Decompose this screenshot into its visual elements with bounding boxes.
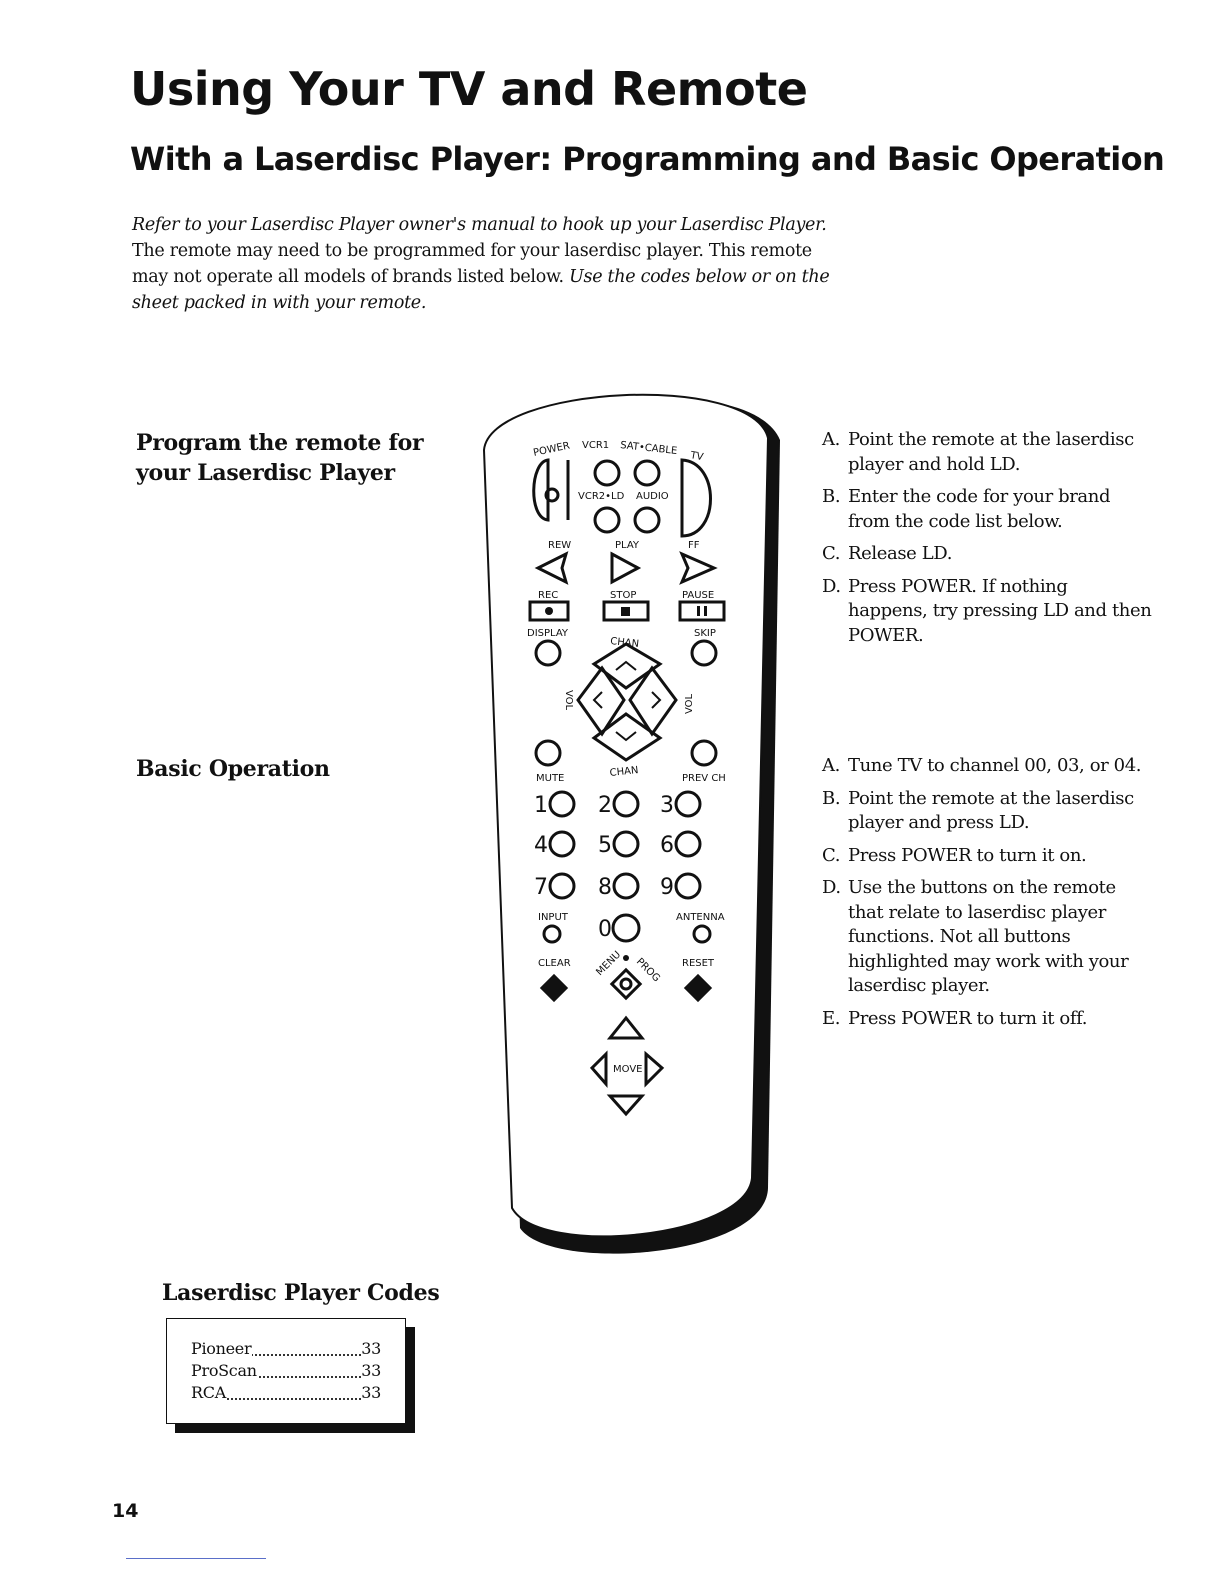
label-prog: PROG	[633, 956, 662, 985]
basic-step	[822, 844, 1152, 869]
program-heading-line2: your Laserdisc Player	[136, 460, 395, 486]
code-row	[191, 1383, 381, 1405]
digit-label: 2	[598, 793, 612, 818]
step-text: Use the buttons on the remote that relate to laserdisc player functions. Not all buttons highlighted may work with your laserdisc player.	[848, 877, 1129, 996]
program-step	[822, 485, 1152, 534]
codes-box	[166, 1318, 406, 1424]
remote-svg	[470, 378, 790, 1278]
program-heading-line1: Program the remote for	[136, 430, 424, 456]
pause-icon-bar	[704, 606, 707, 616]
label-ff: FF	[688, 540, 700, 551]
label-display: DISPLAY	[527, 628, 569, 639]
code-row	[191, 1361, 381, 1383]
digit-label: 0	[598, 917, 612, 942]
label-vcr2ld: VCR2•LD	[578, 491, 625, 502]
label-input: INPUT	[538, 912, 568, 923]
codes-title: Laserdisc Player Codes	[162, 1280, 440, 1306]
program-step	[822, 428, 1152, 477]
label-satcable: SAT•CABLE	[619, 440, 678, 457]
label-reset: RESET	[682, 958, 715, 969]
label-pause: PAUSE	[682, 590, 715, 601]
digit-label: 5	[598, 833, 612, 858]
step-text: Point the remote at the laserdisc player and press LD.	[848, 787, 1134, 833]
label-rec: REC	[538, 590, 559, 601]
digit-label: 4	[534, 833, 548, 858]
step-letter: E.	[822, 1007, 841, 1029]
step-text: Enter the code for your brand from the code list below.	[848, 486, 1111, 532]
pause-icon-bar	[697, 606, 700, 616]
basic-step	[822, 787, 1152, 836]
page-number: 14	[112, 1500, 139, 1522]
step-letter: B.	[822, 486, 841, 507]
menu-dot	[623, 955, 629, 961]
basic-step	[822, 754, 1152, 779]
label-tv: TV	[689, 450, 705, 464]
label-move: MOVE	[613, 1064, 643, 1075]
code-row	[191, 1339, 381, 1361]
label-vcr1: VCR1	[582, 440, 610, 451]
digit-label: 3	[660, 793, 674, 818]
intro-plain: The remote may need to be programmed for your laserdisc player. This remote may not operate all models of brands listed below.	[132, 241, 812, 287]
basic-heading: Basic Operation	[136, 756, 330, 782]
code-value: 33	[361, 1339, 381, 1358]
step-text: Tune TV to channel 00, 03, or 04.	[848, 755, 1142, 776]
step-letter: A.	[822, 429, 840, 450]
code-value: 33	[361, 1361, 381, 1380]
intro-italic-2: Use the codes below or on the sheet packed in with your remote.	[132, 267, 830, 313]
basic-step	[822, 1007, 1152, 1032]
code-brand: Pioneer	[191, 1339, 252, 1358]
step-text: Press POWER. If nothing happens, try pressing LD and then POWER.	[848, 575, 1152, 646]
label-chan-top: CHAN	[609, 636, 640, 650]
step-letter: C.	[822, 543, 841, 564]
code-value: 33	[361, 1383, 381, 1402]
label-rew: REW	[548, 540, 572, 551]
basic-step	[822, 876, 1152, 999]
label-audio: AUDIO	[636, 491, 669, 502]
intro-italic-1: Refer to your Laserdisc Player owner's manual to hook up your Laserdisc Player.	[132, 215, 827, 235]
step-text: Point the remote at the laserdisc player and hold LD.	[848, 429, 1134, 475]
digit-label: 1	[534, 793, 548, 818]
label-antenna: ANTENNA	[676, 912, 725, 923]
stop-icon	[621, 607, 630, 616]
code-brand: ProScan	[191, 1361, 257, 1380]
label-vol-left: VOL	[563, 690, 574, 711]
page-title: Using Your TV and Remote	[130, 62, 808, 116]
step-text: Press POWER to turn it on.	[848, 844, 1087, 866]
label-vol-right: VOL	[684, 693, 695, 714]
step-letter: A.	[822, 755, 840, 776]
step-letter: C.	[822, 844, 841, 866]
label-play: PLAY	[615, 540, 640, 551]
step-letter: D.	[822, 877, 841, 898]
program-step	[822, 542, 1152, 567]
label-prevch: PREV CH	[682, 773, 726, 784]
label-skip: SKIP	[694, 628, 716, 639]
code-brand: RCA	[191, 1383, 226, 1402]
label-chan-bottom: CHAN	[609, 765, 639, 779]
digit-label: 8	[598, 875, 612, 900]
basic-steps	[822, 754, 1152, 1039]
program-step	[822, 575, 1152, 649]
digit-label: 9	[660, 875, 674, 900]
digit-label: 7	[534, 875, 548, 900]
intro-paragraph	[132, 212, 852, 316]
footer-rule	[126, 1558, 266, 1559]
step-text: Press POWER to turn it off.	[848, 1007, 1088, 1029]
step-text: Release LD.	[848, 543, 953, 564]
step-letter: D.	[822, 575, 841, 597]
label-clear: CLEAR	[538, 958, 571, 969]
remote-illustration	[470, 378, 790, 1278]
label-mute: MUTE	[536, 773, 565, 784]
label-stop: STOP	[610, 590, 637, 601]
digit-label: 6	[660, 833, 674, 858]
program-steps	[822, 428, 1152, 656]
rec-icon	[545, 607, 553, 615]
page-subtitle: With a Laserdisc Player: Programming and Basic Operation	[130, 140, 1165, 178]
step-letter: B.	[822, 787, 841, 809]
label-power: POWER	[532, 440, 571, 459]
label-menu: MENU	[594, 949, 624, 979]
program-heading	[136, 428, 423, 488]
